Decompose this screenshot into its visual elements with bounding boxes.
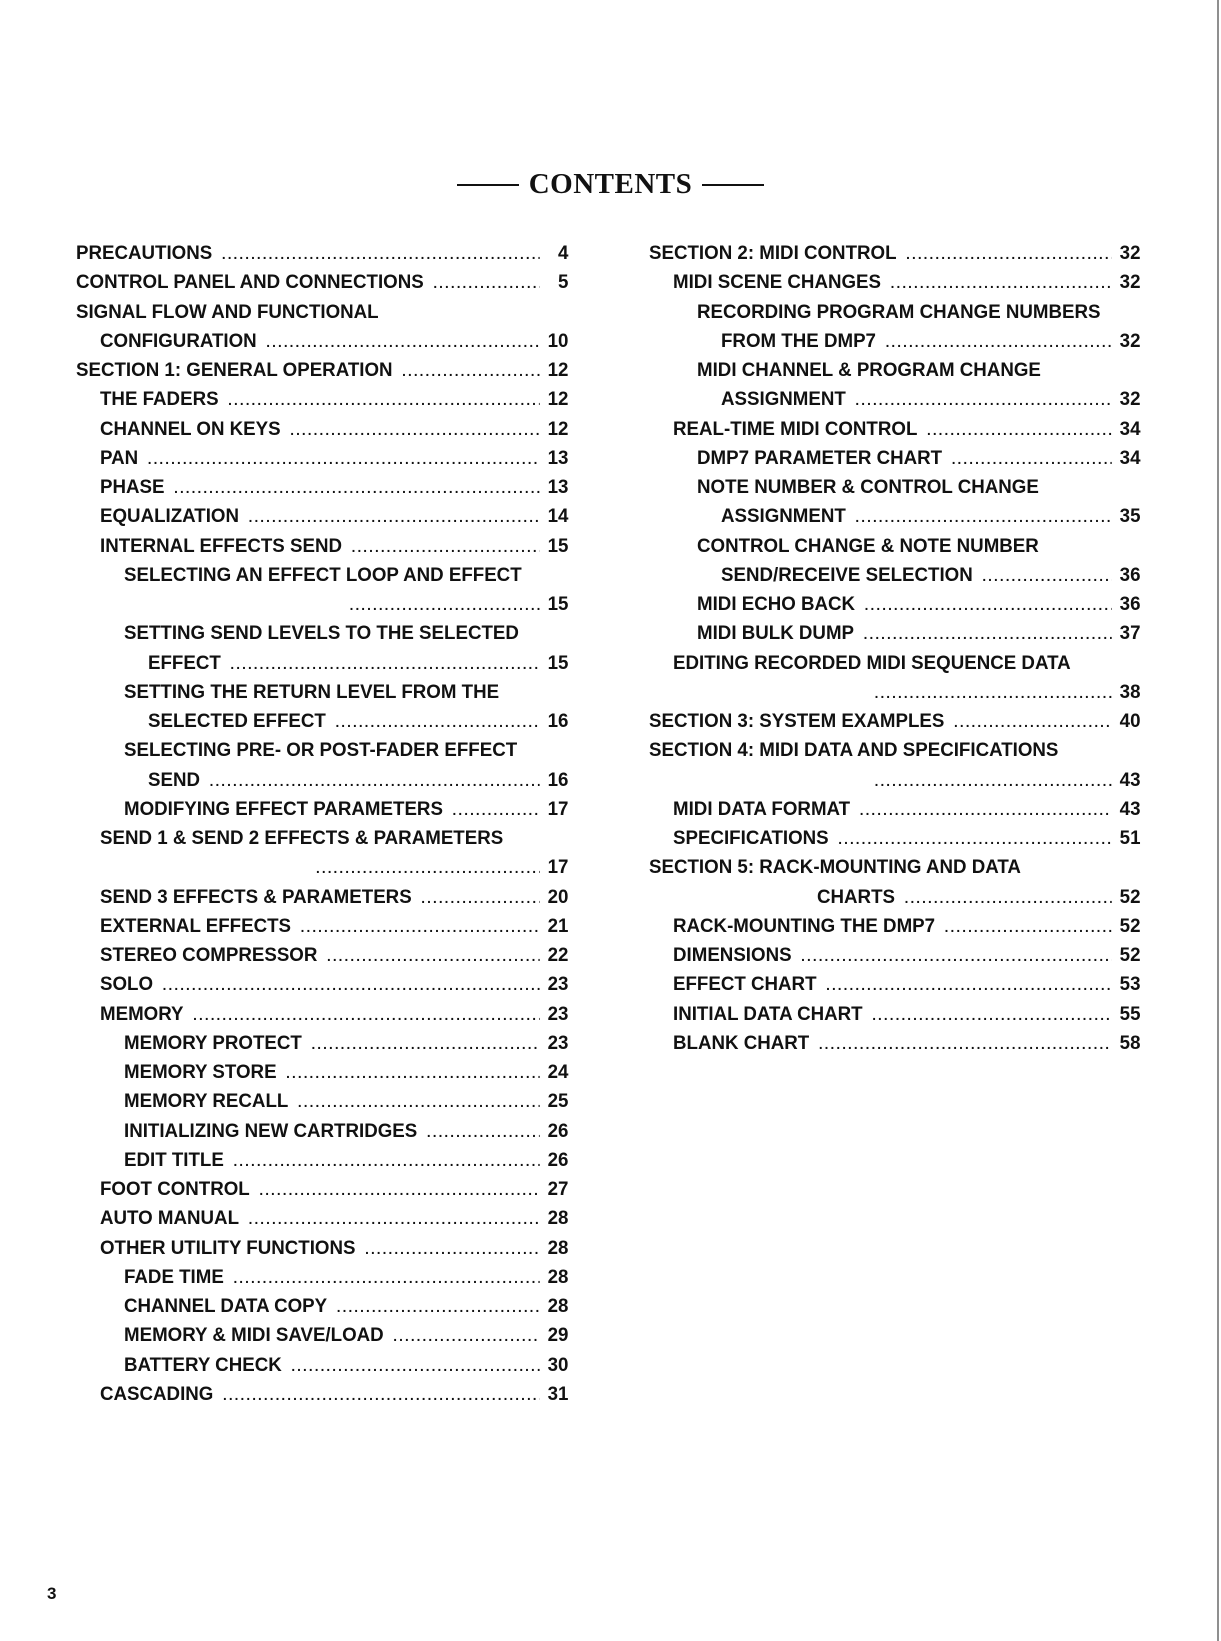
dot-leader xyxy=(855,509,1111,525)
toc-entry-page: 22 xyxy=(547,944,569,966)
toc-entry-page: 23 xyxy=(547,1031,569,1054)
dot-leader xyxy=(249,1211,540,1227)
dot-leader xyxy=(906,246,1112,262)
toc-entry-page: 27 xyxy=(547,1178,569,1200)
toc-entry-page: 26 xyxy=(547,1119,569,1142)
toc-entry-page: 10 xyxy=(547,329,569,352)
contents-heading xyxy=(0,168,1221,201)
toc-entry[interactable] xyxy=(76,593,568,617)
toc-entry-page: 15 xyxy=(547,593,569,615)
toc-entry-page: 52 xyxy=(1119,944,1141,966)
toc-entry-title: MIDI SCENE CHANGES xyxy=(673,271,882,294)
toc-entry-page: 32 xyxy=(1119,329,1141,352)
toc-entry[interactable] xyxy=(76,827,568,851)
toc-entry-title: NOTE NUMBER & CONTROL CHANGE xyxy=(697,476,1039,498)
toc-entry-page: 26 xyxy=(547,1148,569,1171)
toc-entry-page: 43 xyxy=(1119,768,1141,791)
toc-entry-page: 23 xyxy=(547,1002,569,1025)
dot-leader xyxy=(952,451,1112,467)
toc-entry[interactable] xyxy=(649,1003,1141,1027)
toc-entry-title: SELECTED EFFECT xyxy=(148,710,326,732)
toc-entry-title: MIDI BULK DUMP xyxy=(697,622,855,645)
toc-entry-title: EFFECT xyxy=(148,651,221,674)
toc-entry-title: MIDI DATA FORMAT xyxy=(673,797,851,820)
toc-entry[interactable] xyxy=(649,944,1141,968)
toc-entry-title: MODIFYING EFFECT PARAMETERS xyxy=(124,797,443,820)
toc-entry-page: 17 xyxy=(547,797,569,820)
toc-entry-page: 32 xyxy=(1119,242,1141,264)
page-edge xyxy=(1217,0,1219,1641)
toc-entry-page: 40 xyxy=(1119,710,1141,732)
toc-entry-page: 12 xyxy=(547,359,569,381)
toc-entry[interactable] xyxy=(76,915,568,939)
toc-entry-title: EQUALIZATION xyxy=(100,505,240,528)
toc-entry[interactable] xyxy=(649,769,1141,793)
toc-entry-page: 24 xyxy=(547,1061,569,1083)
toc-entry-page: 16 xyxy=(547,710,569,732)
toc-entry-page: 17 xyxy=(547,856,569,879)
toc-entry-title: FOOT CONTROL xyxy=(100,1178,250,1200)
dot-leader xyxy=(860,802,1112,818)
toc-entry-page: 28 xyxy=(547,1207,569,1230)
toc-entry-title: EXTERNAL EFFECTS xyxy=(100,914,292,937)
toc-entry-title: PRECAUTIONS xyxy=(76,242,213,264)
toc-entry-title: MIDI CHANNEL & PROGRAM CHANGE xyxy=(697,359,1041,381)
toc-entry[interactable] xyxy=(76,710,568,734)
toc-entry-title: OTHER UTILITY FUNCTIONS xyxy=(100,1236,356,1259)
toc-entry-page: 52 xyxy=(1119,914,1141,937)
dot-leader xyxy=(927,422,1112,438)
toc-entry-title: SETTING SEND LEVELS TO THE SELECTED xyxy=(124,622,519,645)
toc-entry-page: 15 xyxy=(547,651,569,674)
toc-entry[interactable] xyxy=(649,652,1141,676)
dot-leader xyxy=(945,919,1112,935)
dot-leader xyxy=(891,275,1112,291)
toc-entry-page: 23 xyxy=(547,973,569,996)
toc-entry-page: 30 xyxy=(547,1353,569,1376)
toc-entry-title: SELECTING PRE- OR POST-FADER EFFECT xyxy=(124,739,518,762)
toc-entry[interactable] xyxy=(76,856,568,880)
toc-entry-page: 28 xyxy=(547,1295,569,1317)
toc-entry[interactable] xyxy=(76,1178,568,1202)
toc-entry-title: MEMORY PROTECT xyxy=(124,1031,302,1054)
toc-entry-title: DIMENSIONS xyxy=(673,944,792,966)
dot-leader xyxy=(174,480,540,496)
toc-entry[interactable] xyxy=(649,827,1141,851)
dot-leader xyxy=(453,802,540,818)
toc-entry[interactable] xyxy=(649,886,1141,910)
dot-leader xyxy=(316,860,540,876)
dot-leader xyxy=(337,1299,540,1315)
toc-entry[interactable] xyxy=(76,1383,568,1407)
toc-entry[interactable] xyxy=(76,418,568,442)
toc-entry-page: 4 xyxy=(558,242,569,264)
toc-entry-page: 25 xyxy=(547,1090,569,1113)
toc-entry-title: SEND 3 EFFECTS & PARAMETERS xyxy=(100,885,412,908)
toc-entry[interactable] xyxy=(76,798,568,822)
dot-leader xyxy=(819,1036,1112,1052)
dot-leader xyxy=(872,1007,1112,1023)
dot-leader xyxy=(352,539,540,555)
toc-entry-page: 32 xyxy=(1119,271,1141,294)
toc-entry[interactable] xyxy=(76,1207,568,1231)
toc-entry-title: PHASE xyxy=(100,476,165,498)
toc-entry[interactable] xyxy=(76,388,568,412)
toc-entry-title: SPECIFICATIONS xyxy=(673,827,829,849)
dot-leader xyxy=(291,1358,539,1374)
dot-leader xyxy=(905,890,1112,906)
toc-entry-title: EDITING RECORDED MIDI SEQUENCE DATA xyxy=(673,651,1071,674)
toc-entry-title: INITIAL DATA CHART xyxy=(673,1002,863,1025)
toc-entry-title: CHARTS xyxy=(817,885,895,908)
dot-leader xyxy=(365,1241,540,1257)
toc-entry-page: 53 xyxy=(1119,973,1141,996)
toc-entry-title: DMP7 PARAMETER CHART xyxy=(697,446,943,469)
dot-leader xyxy=(864,626,1112,642)
dot-leader xyxy=(298,1094,540,1110)
toc-entry-title: BATTERY CHECK xyxy=(124,1353,282,1376)
toc-entry-title: CONFIGURATION xyxy=(100,329,257,352)
dot-leader xyxy=(223,1387,540,1403)
dot-leader xyxy=(801,948,1112,964)
dot-leader xyxy=(290,422,539,438)
toc-entry-title: SEND 1 & SEND 2 EFFECTS & PARAMETERS xyxy=(100,827,504,849)
dot-leader xyxy=(350,597,540,613)
toc-entry-title: REAL-TIME MIDI CONTROL xyxy=(673,417,918,440)
dot-leader xyxy=(838,831,1111,847)
toc-entry-title: RACK-MOUNTING THE DMP7 xyxy=(673,914,936,937)
toc-entry-page: 52 xyxy=(1119,885,1141,908)
toc-entry[interactable] xyxy=(649,301,1141,325)
toc-entry-title: INTERNAL EFFECTS SEND xyxy=(100,534,342,557)
dot-leader xyxy=(228,392,540,408)
dot-leader xyxy=(875,773,1112,789)
toc-entry-title: CASCADING xyxy=(100,1382,214,1405)
dot-leader xyxy=(865,597,1112,613)
toc-entry[interactable] xyxy=(76,271,568,295)
dot-leader xyxy=(259,1182,539,1198)
toc-entry-title: MEMORY xyxy=(100,1002,184,1025)
toc-entry[interactable] xyxy=(649,681,1141,705)
toc-entry[interactable] xyxy=(76,1120,568,1144)
toc-entry-title: THE FADERS xyxy=(100,388,219,411)
toc-entry-title: SELECTING AN EFFECT LOOP AND EFFECT xyxy=(124,563,522,586)
toc-entry[interactable] xyxy=(649,271,1141,295)
dot-leader xyxy=(249,509,540,525)
toc-entry-title: SECTION 4: MIDI DATA AND SPECIFICATIONS xyxy=(649,739,1059,762)
toc-entry-page: 34 xyxy=(1119,417,1141,440)
toc-entry[interactable] xyxy=(76,1266,568,1290)
dot-leader xyxy=(826,977,1112,993)
toc-entry-title: AUTO MANUAL xyxy=(100,1207,240,1230)
dot-leader xyxy=(886,334,1112,350)
dot-leader xyxy=(163,977,540,993)
toc-entry[interactable] xyxy=(649,915,1141,939)
toc-entry[interactable] xyxy=(649,330,1141,354)
dot-leader xyxy=(148,451,540,467)
toc-entry[interactable] xyxy=(649,593,1141,617)
toc-entry-page: 34 xyxy=(1119,446,1141,469)
toc-entry-title: EDIT TITLE xyxy=(124,1148,224,1171)
toc-entry-title: EFFECT CHART xyxy=(673,973,817,996)
toc-entry-title: SOLO xyxy=(100,973,154,996)
toc-entry[interactable] xyxy=(649,476,1141,500)
toc-entry-page: 21 xyxy=(547,914,569,937)
toc-entry-page: 58 xyxy=(1119,1031,1141,1054)
dot-leader xyxy=(335,714,539,730)
toc-entry-page: 55 xyxy=(1119,1002,1141,1025)
toc-entry-title: SECTION 1: GENERAL OPERATION xyxy=(76,359,393,381)
toc-entry-title: SECTION 2: MIDI CONTROL xyxy=(649,242,897,264)
dot-leader xyxy=(427,1124,540,1140)
toc-entry-title: MIDI ECHO BACK xyxy=(697,593,856,615)
toc-entry-page: 28 xyxy=(547,1236,569,1259)
toc-entry-page: 36 xyxy=(1119,593,1141,615)
toc-entry[interactable] xyxy=(76,242,568,266)
toc-entry-page: 32 xyxy=(1119,388,1141,411)
toc-entry[interactable] xyxy=(76,1032,568,1056)
toc-entry-page: 15 xyxy=(547,534,569,557)
toc-entry[interactable] xyxy=(76,1003,568,1027)
toc-entry-title: RECORDING PROGRAM CHANGE NUMBERS xyxy=(697,300,1101,323)
toc-entry[interactable] xyxy=(76,535,568,559)
toc-entry[interactable] xyxy=(76,739,568,763)
toc-entry-title: SECTION 5: RACK-MOUNTING AND DATA xyxy=(649,856,1021,879)
toc-entry[interactable] xyxy=(76,476,568,500)
title-rule-left xyxy=(457,184,519,186)
dot-leader xyxy=(954,714,1112,730)
toc-entry-title: ASSIGNMENT xyxy=(721,388,846,411)
dot-leader xyxy=(233,1153,539,1169)
toc-entry-title: INITIALIZING NEW CARTRIDGES xyxy=(124,1119,418,1142)
toc-entry[interactable] xyxy=(76,944,568,968)
toc-entry[interactable] xyxy=(649,710,1141,734)
toc-entry-title: SEND xyxy=(148,768,201,791)
toc-entry-title: SIGNAL FLOW AND FUNCTIONAL xyxy=(76,300,379,323)
toc-entry-title: BLANK CHART xyxy=(673,1031,810,1054)
toc-entry-title: CONTROL PANEL AND CONNECTIONS xyxy=(76,271,424,294)
dot-leader xyxy=(433,275,539,291)
toc-entry[interactable] xyxy=(76,1354,568,1378)
toc-entry[interactable] xyxy=(649,856,1141,880)
toc-entry-page: 13 xyxy=(547,446,569,469)
toc-entry[interactable] xyxy=(76,330,568,354)
toc-entry[interactable] xyxy=(649,418,1141,442)
toc-entry[interactable] xyxy=(76,1090,568,1114)
toc-entry[interactable] xyxy=(649,739,1141,763)
toc-entry-page: 36 xyxy=(1119,563,1141,586)
toc-entry-page: 14 xyxy=(547,505,569,528)
toc-entry-title: STEREO COMPRESSOR xyxy=(100,944,318,966)
toc-entry[interactable] xyxy=(76,1149,568,1173)
toc-entry-page: 51 xyxy=(1119,827,1141,849)
dot-leader xyxy=(301,919,540,935)
toc-entry-title: CHANNEL DATA COPY xyxy=(124,1295,328,1317)
toc-entry-page: 12 xyxy=(547,417,569,440)
toc-entry-title: MEMORY & MIDI SAVE/LOAD xyxy=(124,1324,384,1347)
page-number: 3 xyxy=(47,1584,57,1603)
toc-entry[interactable] xyxy=(76,447,568,471)
toc-entry[interactable] xyxy=(76,1324,568,1348)
toc-entry-page: 28 xyxy=(547,1265,569,1288)
toc-entry-page: 35 xyxy=(1119,505,1141,528)
toc-entry[interactable] xyxy=(76,1295,568,1319)
toc-entry[interactable] xyxy=(76,681,568,705)
dot-leader xyxy=(286,1065,540,1081)
dot-leader xyxy=(230,656,539,672)
dot-leader xyxy=(421,890,539,906)
toc-entry[interactable] xyxy=(76,1061,568,1085)
dot-leader xyxy=(875,685,1112,701)
toc-entry[interactable] xyxy=(76,1237,568,1261)
toc-entry[interactable] xyxy=(649,535,1141,559)
toc-entry[interactable] xyxy=(649,973,1141,997)
toc-entry-page: 31 xyxy=(547,1382,569,1405)
toc-entry[interactable] xyxy=(76,973,568,997)
toc-entry[interactable] xyxy=(76,769,568,793)
dot-leader xyxy=(210,773,540,789)
toc-entry[interactable] xyxy=(76,359,568,383)
dot-leader xyxy=(402,363,540,379)
toc-entry-page: 29 xyxy=(547,1324,569,1347)
toc-entry[interactable] xyxy=(76,886,568,910)
toc-entry-title: PAN xyxy=(100,446,139,469)
toc-entry-page: 13 xyxy=(547,476,569,498)
toc-entry-title: MEMORY RECALL xyxy=(124,1090,289,1113)
toc-entry-title: SEND/RECEIVE SELECTION xyxy=(721,563,973,586)
dot-leader xyxy=(393,1328,539,1344)
toc-entry-page: 20 xyxy=(547,885,569,908)
dot-leader xyxy=(311,1036,539,1052)
toc-entry[interactable] xyxy=(76,301,568,325)
toc-entry[interactable] xyxy=(649,622,1141,646)
toc-entry-title: SETTING THE RETURN LEVEL FROM THE xyxy=(124,680,500,703)
toc-entry[interactable] xyxy=(649,798,1141,822)
toc-entry[interactable] xyxy=(649,564,1141,588)
dot-leader xyxy=(855,392,1111,408)
toc-entry-title: MEMORY STORE xyxy=(124,1061,277,1083)
toc-entry[interactable] xyxy=(76,564,568,588)
toc-entry-title: SECTION 3: SYSTEM EXAMPLES xyxy=(649,710,945,732)
toc-entry[interactable] xyxy=(649,505,1141,529)
toc-entry[interactable] xyxy=(649,359,1141,383)
toc-entry-page: 38 xyxy=(1119,680,1141,703)
page-title: CONTENTS xyxy=(528,168,693,200)
dot-leader xyxy=(233,1270,539,1286)
toc-entry[interactable] xyxy=(76,505,568,529)
dot-leader xyxy=(266,334,539,350)
toc-entry[interactable] xyxy=(649,242,1141,266)
toc-entry-title: CHANNEL ON KEYS xyxy=(100,417,281,440)
toc-entry-page: 43 xyxy=(1119,797,1141,820)
toc-entry[interactable] xyxy=(76,652,568,676)
toc-entry[interactable] xyxy=(76,622,568,646)
toc-entry[interactable] xyxy=(649,388,1141,412)
dot-leader xyxy=(327,948,540,964)
toc-entry-title: CONTROL CHANGE & NOTE NUMBER xyxy=(697,534,1039,557)
dot-leader xyxy=(193,1007,540,1023)
toc-entry[interactable] xyxy=(649,447,1141,471)
toc-entry-title: FADE TIME xyxy=(124,1265,224,1288)
toc-entry-title: ASSIGNMENT xyxy=(721,505,846,528)
toc-entry-page: 37 xyxy=(1119,622,1141,645)
toc-entry[interactable] xyxy=(649,1032,1141,1056)
toc-entry-page: 5 xyxy=(558,271,569,294)
dot-leader xyxy=(222,246,540,262)
dot-leader xyxy=(982,568,1111,584)
toc-entry-title: FROM THE DMP7 xyxy=(721,329,876,352)
toc-entry-page: 12 xyxy=(547,388,569,411)
title-rule-right xyxy=(702,184,764,186)
toc-entry-page: 16 xyxy=(547,768,569,791)
